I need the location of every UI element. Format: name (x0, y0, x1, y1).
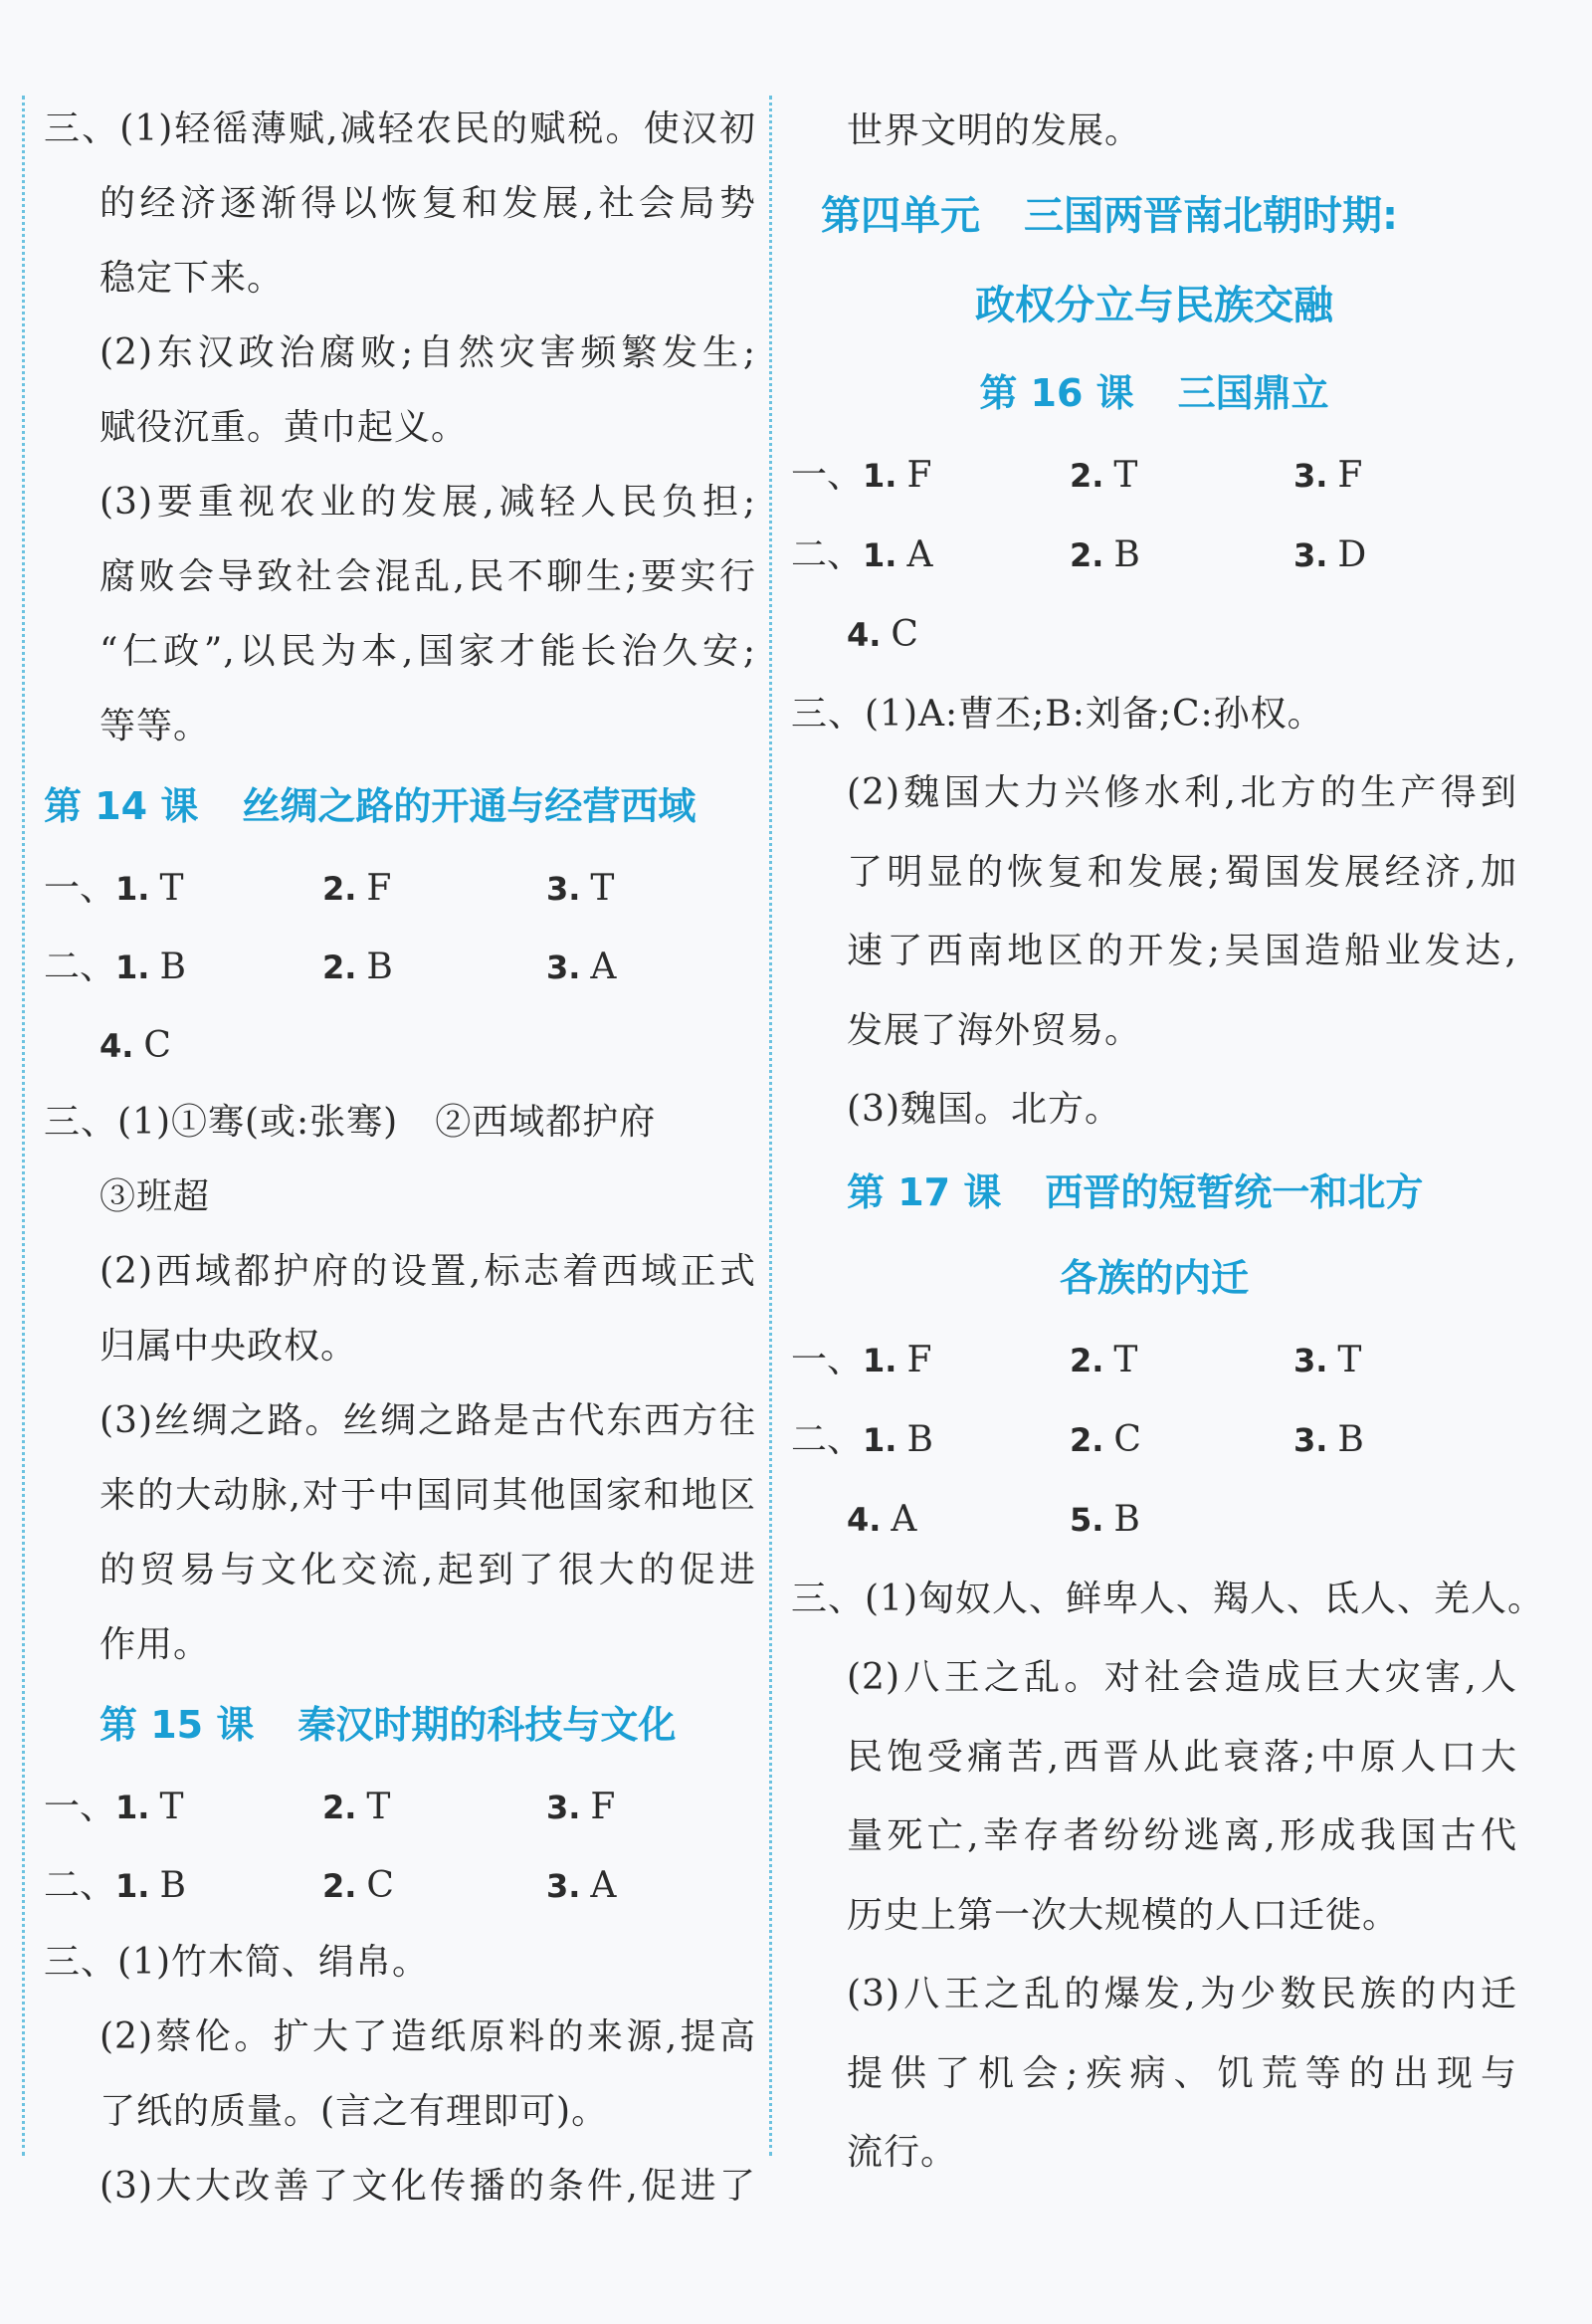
answer-line: 稳定下来。 (100, 258, 285, 299)
question-number: 4. (847, 1500, 882, 1539)
question-number: 2. (1070, 1420, 1104, 1459)
answer-line: 三、(1)A:曹丕;B:刘备;C:孙权。 (791, 693, 1324, 735)
lesson16-section3 (791, 675, 1517, 1150)
lesson16-section2-cont (791, 595, 1517, 675)
lesson14-number: 第 14 课 (44, 784, 199, 828)
answer-value: F (906, 1339, 932, 1380)
lesson14-heading (44, 763, 756, 849)
answer-value: B (1113, 1498, 1140, 1540)
answer-line: (2)东汉政治腐败;自然灾害频繁发生; (100, 332, 756, 373)
answer-value: T (590, 868, 615, 909)
lesson16-heading (791, 350, 1517, 436)
answer-value: F (906, 454, 932, 496)
lesson17-heading (791, 1150, 1517, 1235)
question-number: 3. (1294, 456, 1328, 495)
answer-value: B (1337, 1418, 1364, 1460)
answer-value: A (590, 947, 617, 987)
lesson13-q3-answers (44, 92, 756, 763)
answer-line: (3)八王之乱的爆发,为少数民族的内迁 (847, 1974, 1517, 2014)
lesson17-number: 第 17 课 (847, 1169, 1002, 1214)
left-column (44, 92, 756, 2223)
answer-line: (2)蔡伦。扩大了造纸原料的来源,提高 (100, 2016, 756, 2057)
answer-value: B (1113, 533, 1140, 575)
answer-value: T (1113, 1339, 1138, 1380)
unit-title-line1: 三国两晋南北朝时期: (1024, 192, 1398, 239)
lesson15-heading (44, 1682, 756, 1768)
section-prefix: 一、 (791, 454, 864, 496)
answer-value: F (1337, 454, 1363, 496)
answer-line: 三、(1)竹木简、绢帛。 (44, 1942, 429, 1983)
question-number: 2. (322, 949, 357, 986)
answer-line: (2)八王之乱。对社会造成巨大灾害,人 (847, 1657, 1517, 1698)
answer-line: 提供了机会;疾病、饥荒等的出现与 (847, 2052, 1517, 2094)
answer-line: 的贸易与文化交流,起到了很大的促进 (100, 1550, 756, 1590)
answer-line: 了明显的恢复和发展;蜀国发展经济,加 (847, 851, 1517, 893)
answer-value: C (891, 613, 918, 655)
question-number: 2. (322, 1867, 357, 1905)
lesson17-section3 (791, 1560, 1544, 2193)
question-number: 3. (546, 1789, 581, 1826)
answer-value: A (590, 1865, 617, 1906)
answer-value: A (906, 533, 933, 575)
question-number: 3. (546, 1867, 581, 1905)
unit-title-line2: 政权分立与民族交融 (975, 282, 1333, 328)
section-prefix: 二、 (791, 1418, 864, 1460)
column-dotted-divider (769, 96, 772, 2156)
lesson16-title: 三国鼎立 (1177, 370, 1329, 415)
answer-line: “仁政”,以民为本,国家才能长治久安; (100, 631, 756, 672)
lesson17-section1 (791, 1321, 1517, 1400)
question-number: 3. (546, 870, 581, 908)
answer-line: 了纸的质量。(言之有理即可)。 (100, 2091, 609, 2132)
question-number: 3. (1294, 1420, 1328, 1459)
question-number: 2. (1070, 1341, 1104, 1379)
question-number: 3. (1294, 1341, 1328, 1379)
answer-line: 发展了海外贸易。 (847, 1009, 1142, 1051)
answer-line: 速了西南地区的开发;吴国造船业发达, (847, 931, 1517, 971)
section-prefix: 二、 (791, 533, 864, 575)
lesson14-section3 (44, 1085, 756, 1682)
answer-value: T (159, 868, 184, 909)
question-number: 3. (1294, 535, 1328, 574)
answer-line: 流行。 (847, 2132, 958, 2173)
question-number: 1. (863, 535, 897, 574)
answer-value: B (906, 1418, 933, 1460)
lesson14-title: 丝绸之路的开通与经营西域 (242, 784, 696, 828)
answer-line: 归属中央政权。 (100, 1326, 358, 1367)
answer-line: 来的大动脉,对于中国同其他国家和地区 (100, 1475, 756, 1516)
answer-line: (2)魏国大力兴修水利,北方的生产得到 (847, 772, 1517, 813)
lesson15-number: 第 15 课 (100, 1703, 255, 1747)
question-number: 2. (322, 1789, 357, 1826)
answer-line: (3)魏国。北方。 (847, 1089, 1121, 1130)
lesson17-section2-cont (791, 1480, 1517, 1560)
lesson15-section3 (44, 1925, 756, 2223)
answer-value: B (159, 1865, 186, 1906)
answer-value: F (590, 1787, 616, 1827)
answer-line: (2)西域都护府的设置,标志着西域正式 (100, 1251, 756, 1292)
answer-value: B (159, 947, 186, 987)
question-number: 2. (1070, 535, 1104, 574)
answer-value: C (143, 1025, 171, 1066)
unit-number: 第四单元 (821, 192, 980, 239)
answer-value: C (1113, 1418, 1141, 1460)
answer-line: (3)大大改善了文化传播的条件,促进了 (100, 2166, 756, 2207)
answer-line: (3)丝绸之路。丝绸之路是古代东西方往 (100, 1400, 756, 1441)
answer-value: D (1337, 533, 1367, 575)
section-prefix: 一、 (44, 1787, 116, 1827)
answer-line: (3)要重视农业的发展,减轻人民负担; (100, 482, 756, 523)
answer-line: 三、(1)①骞(或:张骞) ②西域都护府 (44, 1102, 657, 1143)
question-number: 4. (847, 615, 882, 654)
answer-value: T (159, 1787, 184, 1827)
unit-heading (791, 171, 1517, 261)
lesson17-section2 (791, 1400, 1517, 1480)
lesson17-title-line1: 西晋的短暂统一和北方 (1045, 1169, 1424, 1214)
answer-value: T (366, 1787, 391, 1827)
answer-line: ③班超 (100, 1176, 211, 1217)
section-prefix: 一、 (44, 868, 116, 909)
answer-line: 量死亡,幸存者纷纷逃离,形成我国古代 (847, 1815, 1517, 1856)
answer-value: F (366, 868, 392, 909)
question-number: 1. (115, 1867, 150, 1905)
lesson15-section1 (44, 1768, 756, 1846)
section-prefix: 二、 (44, 947, 116, 987)
answer-value: B (366, 947, 393, 987)
question-number: 3. (546, 949, 581, 986)
lesson14-section2 (44, 928, 756, 1006)
section-prefix: 一、 (791, 1339, 864, 1380)
question-number: 2. (322, 870, 357, 908)
answer-line: 作用。 (100, 1624, 211, 1665)
answer-line: 赋役沉重。黄巾起义。 (100, 407, 469, 448)
answer-value: C (366, 1865, 394, 1906)
answer-value: A (891, 1498, 917, 1540)
carry-over-line: 世界文明的发展。 (847, 110, 1142, 151)
question-number: 1. (115, 870, 150, 908)
question-number: 1. (863, 1341, 897, 1379)
lesson17-title-line2: 各族的内迁 (1059, 1255, 1249, 1300)
answer-line: 历史上第一次大规模的人口迁徙。 (847, 1894, 1400, 1936)
lesson14-section2-cont (44, 1006, 756, 1085)
question-number: 1. (863, 456, 897, 495)
answer-line: 腐败会导致社会混乱,民不聊生;要实行 (100, 556, 756, 597)
question-number: 1. (115, 1789, 150, 1826)
question-number: 1. (115, 949, 150, 986)
answer-value: T (1113, 454, 1138, 496)
lesson16-number: 第 16 课 (979, 370, 1134, 415)
section-prefix: 二、 (44, 1865, 116, 1906)
answer-value: T (1337, 1339, 1362, 1380)
question-number: 2. (1070, 456, 1104, 495)
answer-line: 民饱受痛苦,西晋从此衰落;中原人口大 (847, 1736, 1517, 1778)
right-column (791, 92, 1544, 2193)
lesson14-section1 (44, 849, 756, 928)
answer-line: 三、(1)匈奴人、鲜卑人、羯人、氐人、羌人。 (791, 1578, 1544, 1619)
question-number: 5. (1070, 1500, 1104, 1539)
question-number: 1. (863, 1420, 897, 1459)
question-number: 4. (100, 1027, 134, 1065)
answer-line: 等等。 (100, 706, 211, 746)
lesson15-section2 (44, 1846, 756, 1925)
lesson16-section1 (791, 436, 1517, 516)
answer-line: 的经济逐渐得以恢复和发展,社会局势 (100, 183, 756, 224)
left-dotted-rule (22, 96, 25, 2156)
answer-line: 三、(1)轻徭薄赋,减轻农民的赋税。使汉初 (44, 108, 756, 149)
lesson15-title: 秦汉时期的科技与文化 (298, 1703, 677, 1747)
lesson16-section2 (791, 516, 1517, 595)
